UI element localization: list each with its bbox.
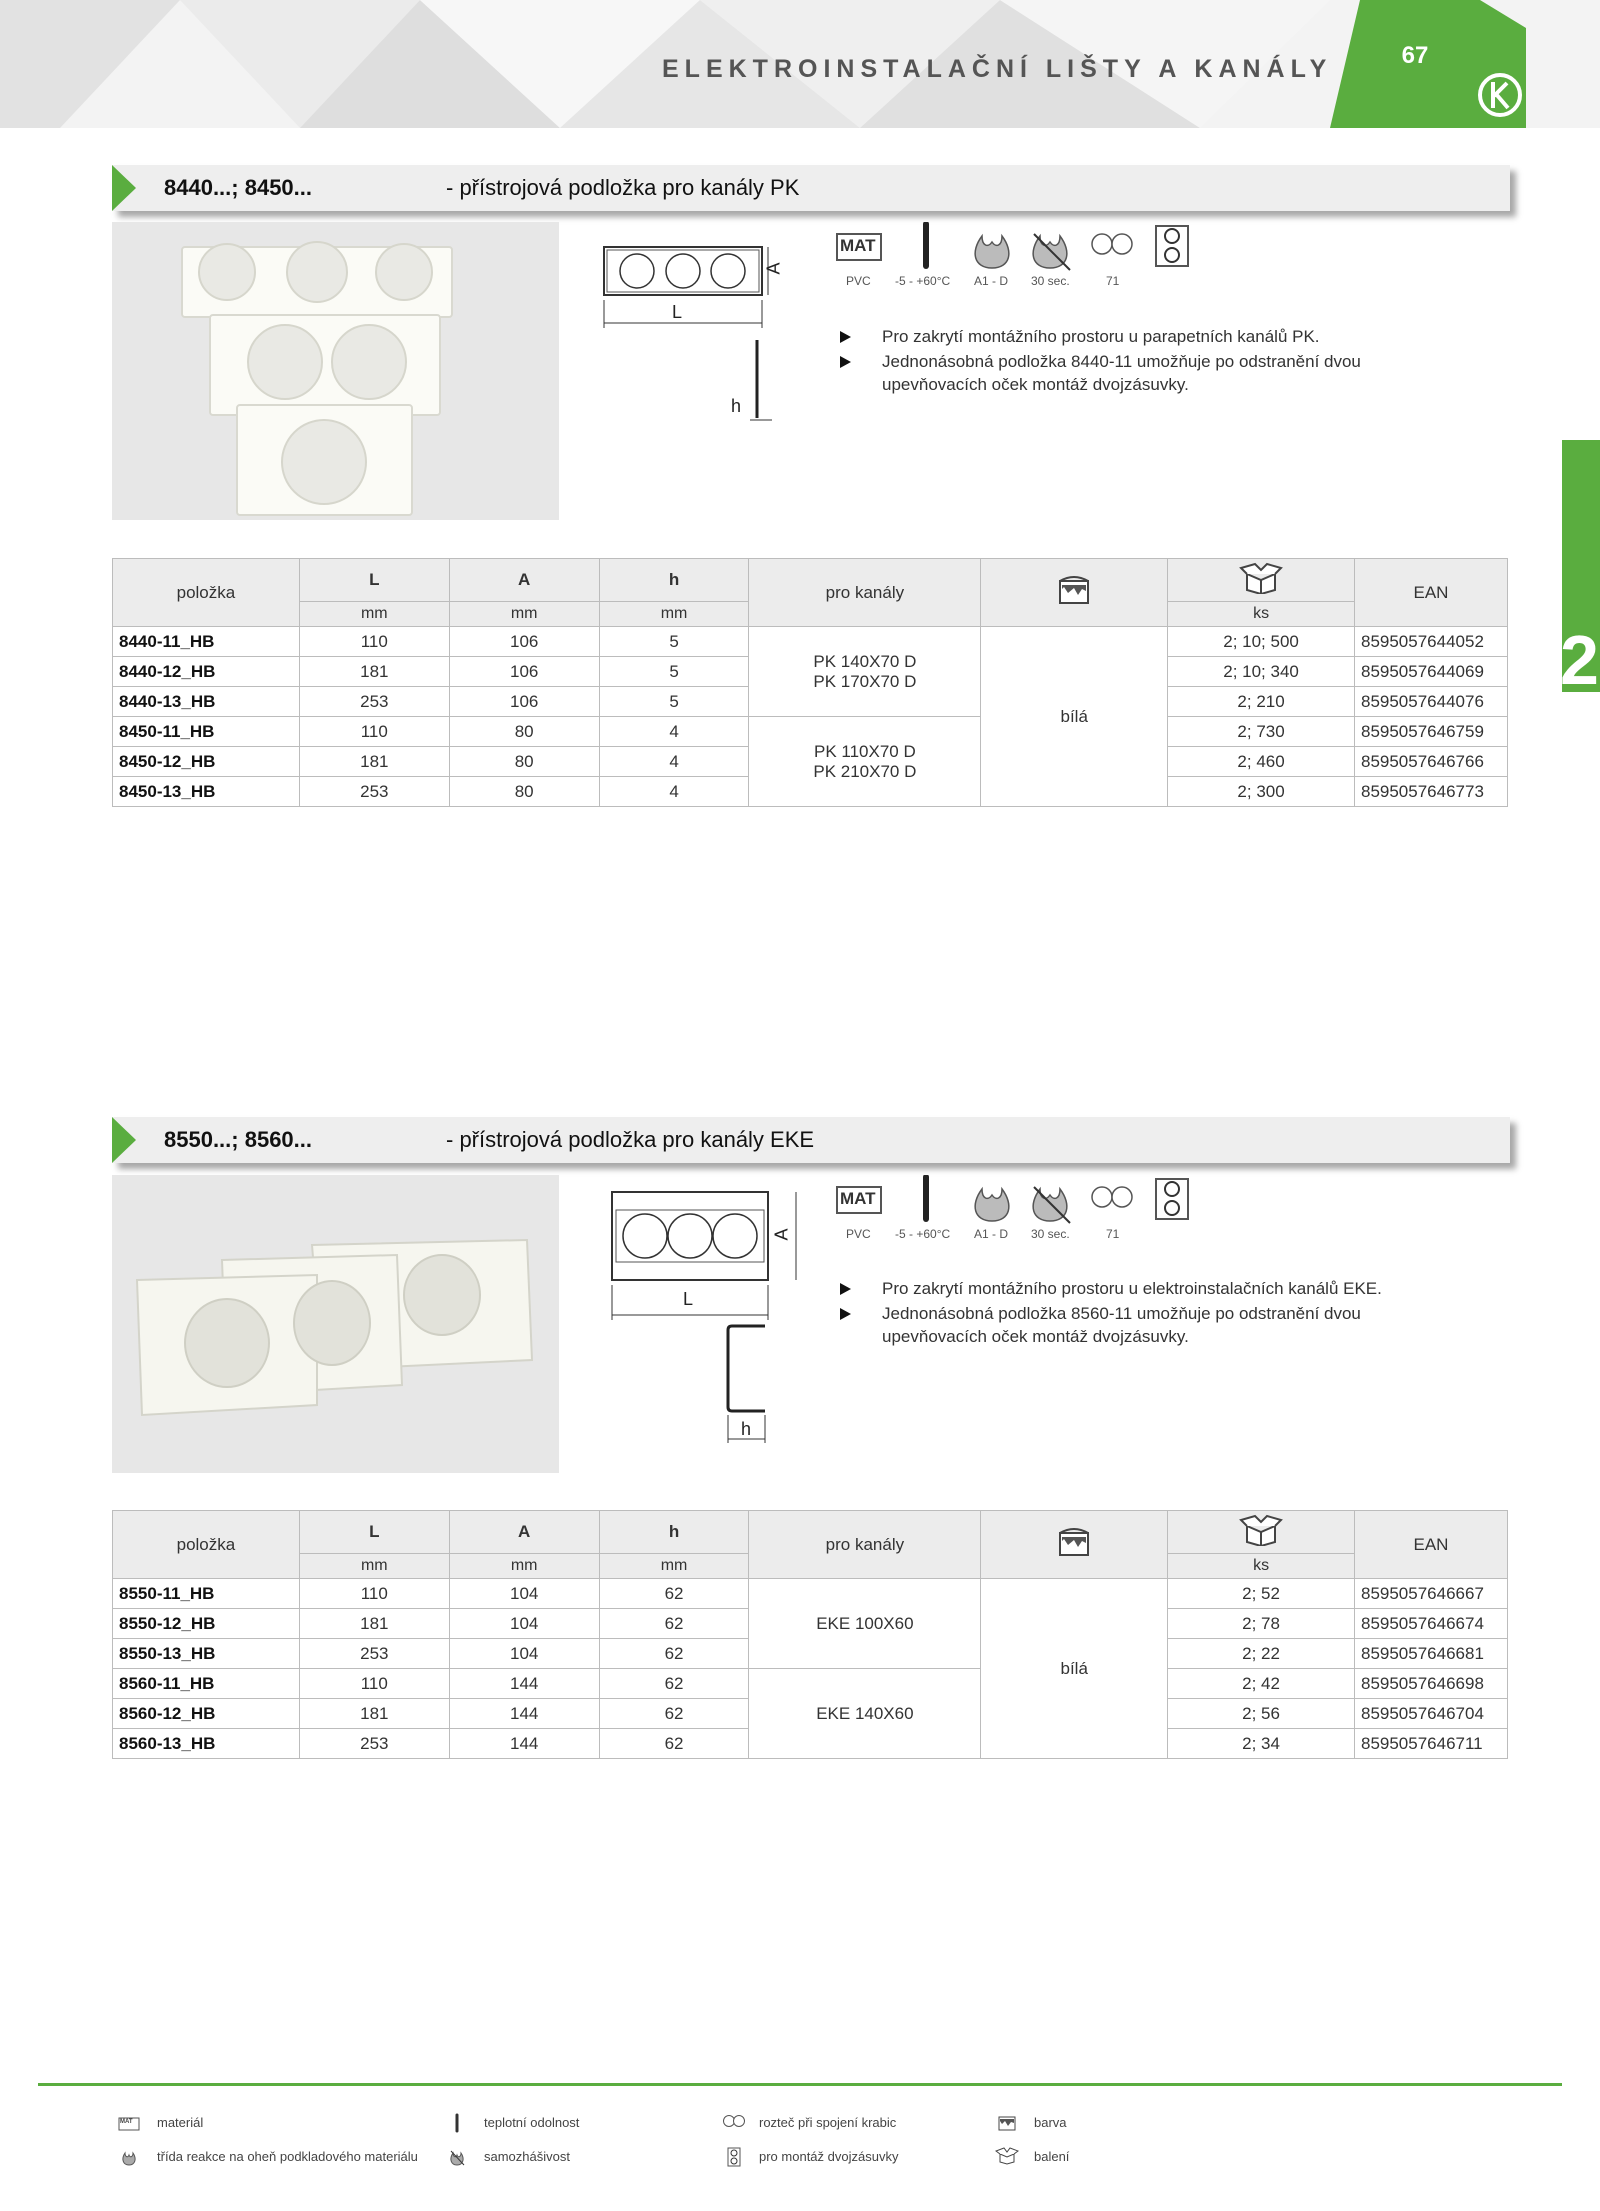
unit-h: mm (599, 602, 749, 627)
color-cell: bílá (981, 627, 1168, 807)
col-pack (1168, 559, 1355, 602)
section-header-8550 (112, 1117, 1512, 1165)
col-pack (1168, 1511, 1355, 1554)
fire-class-value: A1 - D (974, 274, 1009, 288)
legend-self-extinguish: samozhášivost (484, 2149, 570, 2164)
material-value: PVC (846, 274, 871, 288)
color-cell: bílá (981, 1579, 1168, 1759)
box-icon (1239, 562, 1283, 594)
unit-a: mm (449, 1554, 599, 1579)
material-value: PVC (846, 1227, 871, 1241)
channels-cell: PK 110X70 D PK 210X70 D (749, 717, 981, 807)
section-arrow-icon (112, 165, 136, 211)
thermometer-icon (452, 2113, 462, 2133)
table-row: 8440-13_HB 253 106 5 2; 210 8595057644076 (113, 687, 1508, 717)
col-ean: EAN (1354, 1511, 1507, 1579)
spec-table-8440 (112, 558, 1508, 807)
box-spacing-icon (722, 2114, 746, 2130)
footer-divider (38, 2083, 1562, 2086)
table-row: 8450-11_HB 110 80 4 PK 110X70 D PK 210X70 D 2; 730 8595057646759 (113, 717, 1508, 747)
bullet-arrow-icon (840, 331, 851, 343)
col-item: položka (113, 1511, 300, 1579)
bullet-arrow-icon (840, 356, 851, 368)
drawing-label-h: h (731, 396, 742, 416)
section-header-bar (112, 165, 1510, 211)
section-code: 8550...; 8560... (164, 1127, 312, 1152)
legend-fire-class: třída reakce na oheň podkladového materiálu (157, 2149, 418, 2164)
legend-spacing: rozteč při spojení krabic (759, 2115, 897, 2130)
property-icons-8550 (836, 1175, 1196, 1245)
table-row: 8550-11_HB 110 104 62 EKE 100X60 bílá 2; 52 8595057646667 (113, 1579, 1508, 1609)
property-icons-8440 (836, 222, 1196, 292)
bullet-arrow-icon (840, 1308, 851, 1320)
drawing-label-l: L (683, 1289, 694, 1309)
spec-table-8550 (112, 1510, 1508, 1759)
legend-double-socket: pro montáž dvojzásuvky (759, 2149, 899, 2164)
box-icon (995, 2147, 1019, 2165)
table-row: 8560-11_HB 110 144 62 EKE 140X60 2; 42 8595057646698 (113, 1669, 1508, 1699)
paint-bucket-icon (1056, 1527, 1092, 1557)
table-row: 8550-12_HB 181 104 62 2; 78 8595057646674 (113, 1609, 1508, 1639)
product-photo-8550 (112, 1175, 559, 1473)
drawing-label-h: h (741, 1419, 752, 1439)
feature-list-8440 (840, 325, 1460, 398)
table-row: 8560-12_HB 181 144 62 2; 56 8595057646704 (113, 1699, 1508, 1729)
unit-l: mm (299, 602, 449, 627)
spacing-value: 71 (1106, 1227, 1120, 1241)
fire-class-value: A1 - D (974, 1227, 1009, 1241)
box-icon (1239, 1514, 1283, 1546)
section-description: - přístrojová podložka pro kanály PK (446, 175, 800, 200)
feature-item: Jednonásobná podložka 8440-11 umožňuje po odstranění dvou upevňovacích oček montáž dvojzásuvky. (840, 350, 1460, 396)
paint-bucket-icon (1056, 575, 1092, 605)
self-extinguish-icon (448, 2148, 466, 2166)
self-extinguish-value: 30 sec. (1031, 1227, 1070, 1241)
col-color (981, 559, 1168, 627)
fire-class-icon (120, 2148, 138, 2166)
legend-material: materiál (157, 2115, 204, 2130)
mat-badge-mini: MAT (120, 2119, 133, 2125)
col-ean: EAN (1354, 559, 1507, 627)
table-row: 8450-13_HB 253 80 4 2; 300 8595057646773 (113, 777, 1508, 807)
chapter-number: 2 (1560, 621, 1599, 699)
unit-pack: ks (1168, 1554, 1355, 1579)
feature-item: Jednonásobná podložka 8560-11 umožňuje po odstranění dvou upevňovacích oček montáž dvojzásuvky. (840, 1302, 1460, 1348)
col-channels: pro kanály (749, 1511, 981, 1579)
drawing-label-a: A (771, 1228, 792, 1241)
self-extinguish-value: 30 sec. (1031, 274, 1070, 288)
section-header-8440 (112, 165, 1512, 213)
channels-cell: EKE 140X60 (749, 1669, 981, 1759)
col-a: A (449, 559, 599, 602)
feature-list-8550 (840, 1277, 1460, 1350)
col-l: L (299, 559, 449, 602)
table-row: 8450-12_HB 181 80 4 2; 460 8595057646766 (113, 747, 1508, 777)
temperature-value: -5 - +60°C (895, 1227, 951, 1241)
drawing-label-a: A (763, 262, 784, 275)
section-code: 8440...; 8450... (164, 175, 312, 200)
legend-temperature: teplotní odolnost (484, 2115, 580, 2130)
channels-cell: EKE 100X60 (749, 1579, 981, 1669)
section-arrow-icon (112, 1117, 136, 1163)
col-channels: pro kanály (749, 559, 981, 627)
feature-item: Pro zakrytí montážního prostoru u elektroinstalačních kanálů EKE. (840, 1277, 1460, 1300)
col-a: A (449, 1511, 599, 1554)
spacing-value: 71 (1106, 274, 1120, 288)
page-header-title: ELEKTROINSTALAČNÍ LIŠTY A KANÁLY (662, 55, 1333, 83)
unit-h: mm (599, 1554, 749, 1579)
channels-cell: PK 140X70 D PK 170X70 D (749, 627, 981, 717)
col-l: L (299, 1511, 449, 1554)
table-row: 8550-13_HB 253 104 62 2; 22 8595057646681 (113, 1639, 1508, 1669)
table-row: 8440-11_HB 110 106 5 PK 140X70 D PK 170X70 D bílá 2; 10; 500 8595057644052 (113, 627, 1508, 657)
legend-packing: balení (1034, 2149, 1070, 2164)
product-photo-8440 (112, 222, 559, 520)
unit-a: mm (449, 602, 599, 627)
table-row: 8560-13_HB 253 144 62 2; 34 8595057646711 (113, 1729, 1508, 1759)
table-row: 8440-12_HB 181 106 5 2; 10; 340 8595057644069 (113, 657, 1508, 687)
col-item: položka (113, 559, 300, 627)
feature-item: Pro zakrytí montážního prostoru u parapetních kanálů PK. (840, 325, 1460, 348)
mat-badge-label: MAT (840, 236, 876, 255)
page-number: 67 (1401, 42, 1429, 69)
col-h: h (599, 1511, 749, 1554)
unit-l: mm (299, 1554, 449, 1579)
double-socket-icon (727, 2147, 741, 2167)
bullet-arrow-icon (840, 1283, 851, 1295)
temperature-value: -5 - +60°C (895, 274, 951, 288)
drawing-label-l: L (672, 302, 683, 322)
technical-drawing-8550 (600, 1185, 820, 1450)
unit-pack: ks (1168, 602, 1355, 627)
col-h: h (599, 559, 749, 602)
col-color (981, 1511, 1168, 1579)
legend-color: barva (1034, 2115, 1067, 2130)
mat-badge-label: MAT (840, 1189, 876, 1208)
section-description: - přístrojová podložka pro kanály EKE (446, 1127, 815, 1152)
paint-bucket-icon (996, 2113, 1018, 2131)
